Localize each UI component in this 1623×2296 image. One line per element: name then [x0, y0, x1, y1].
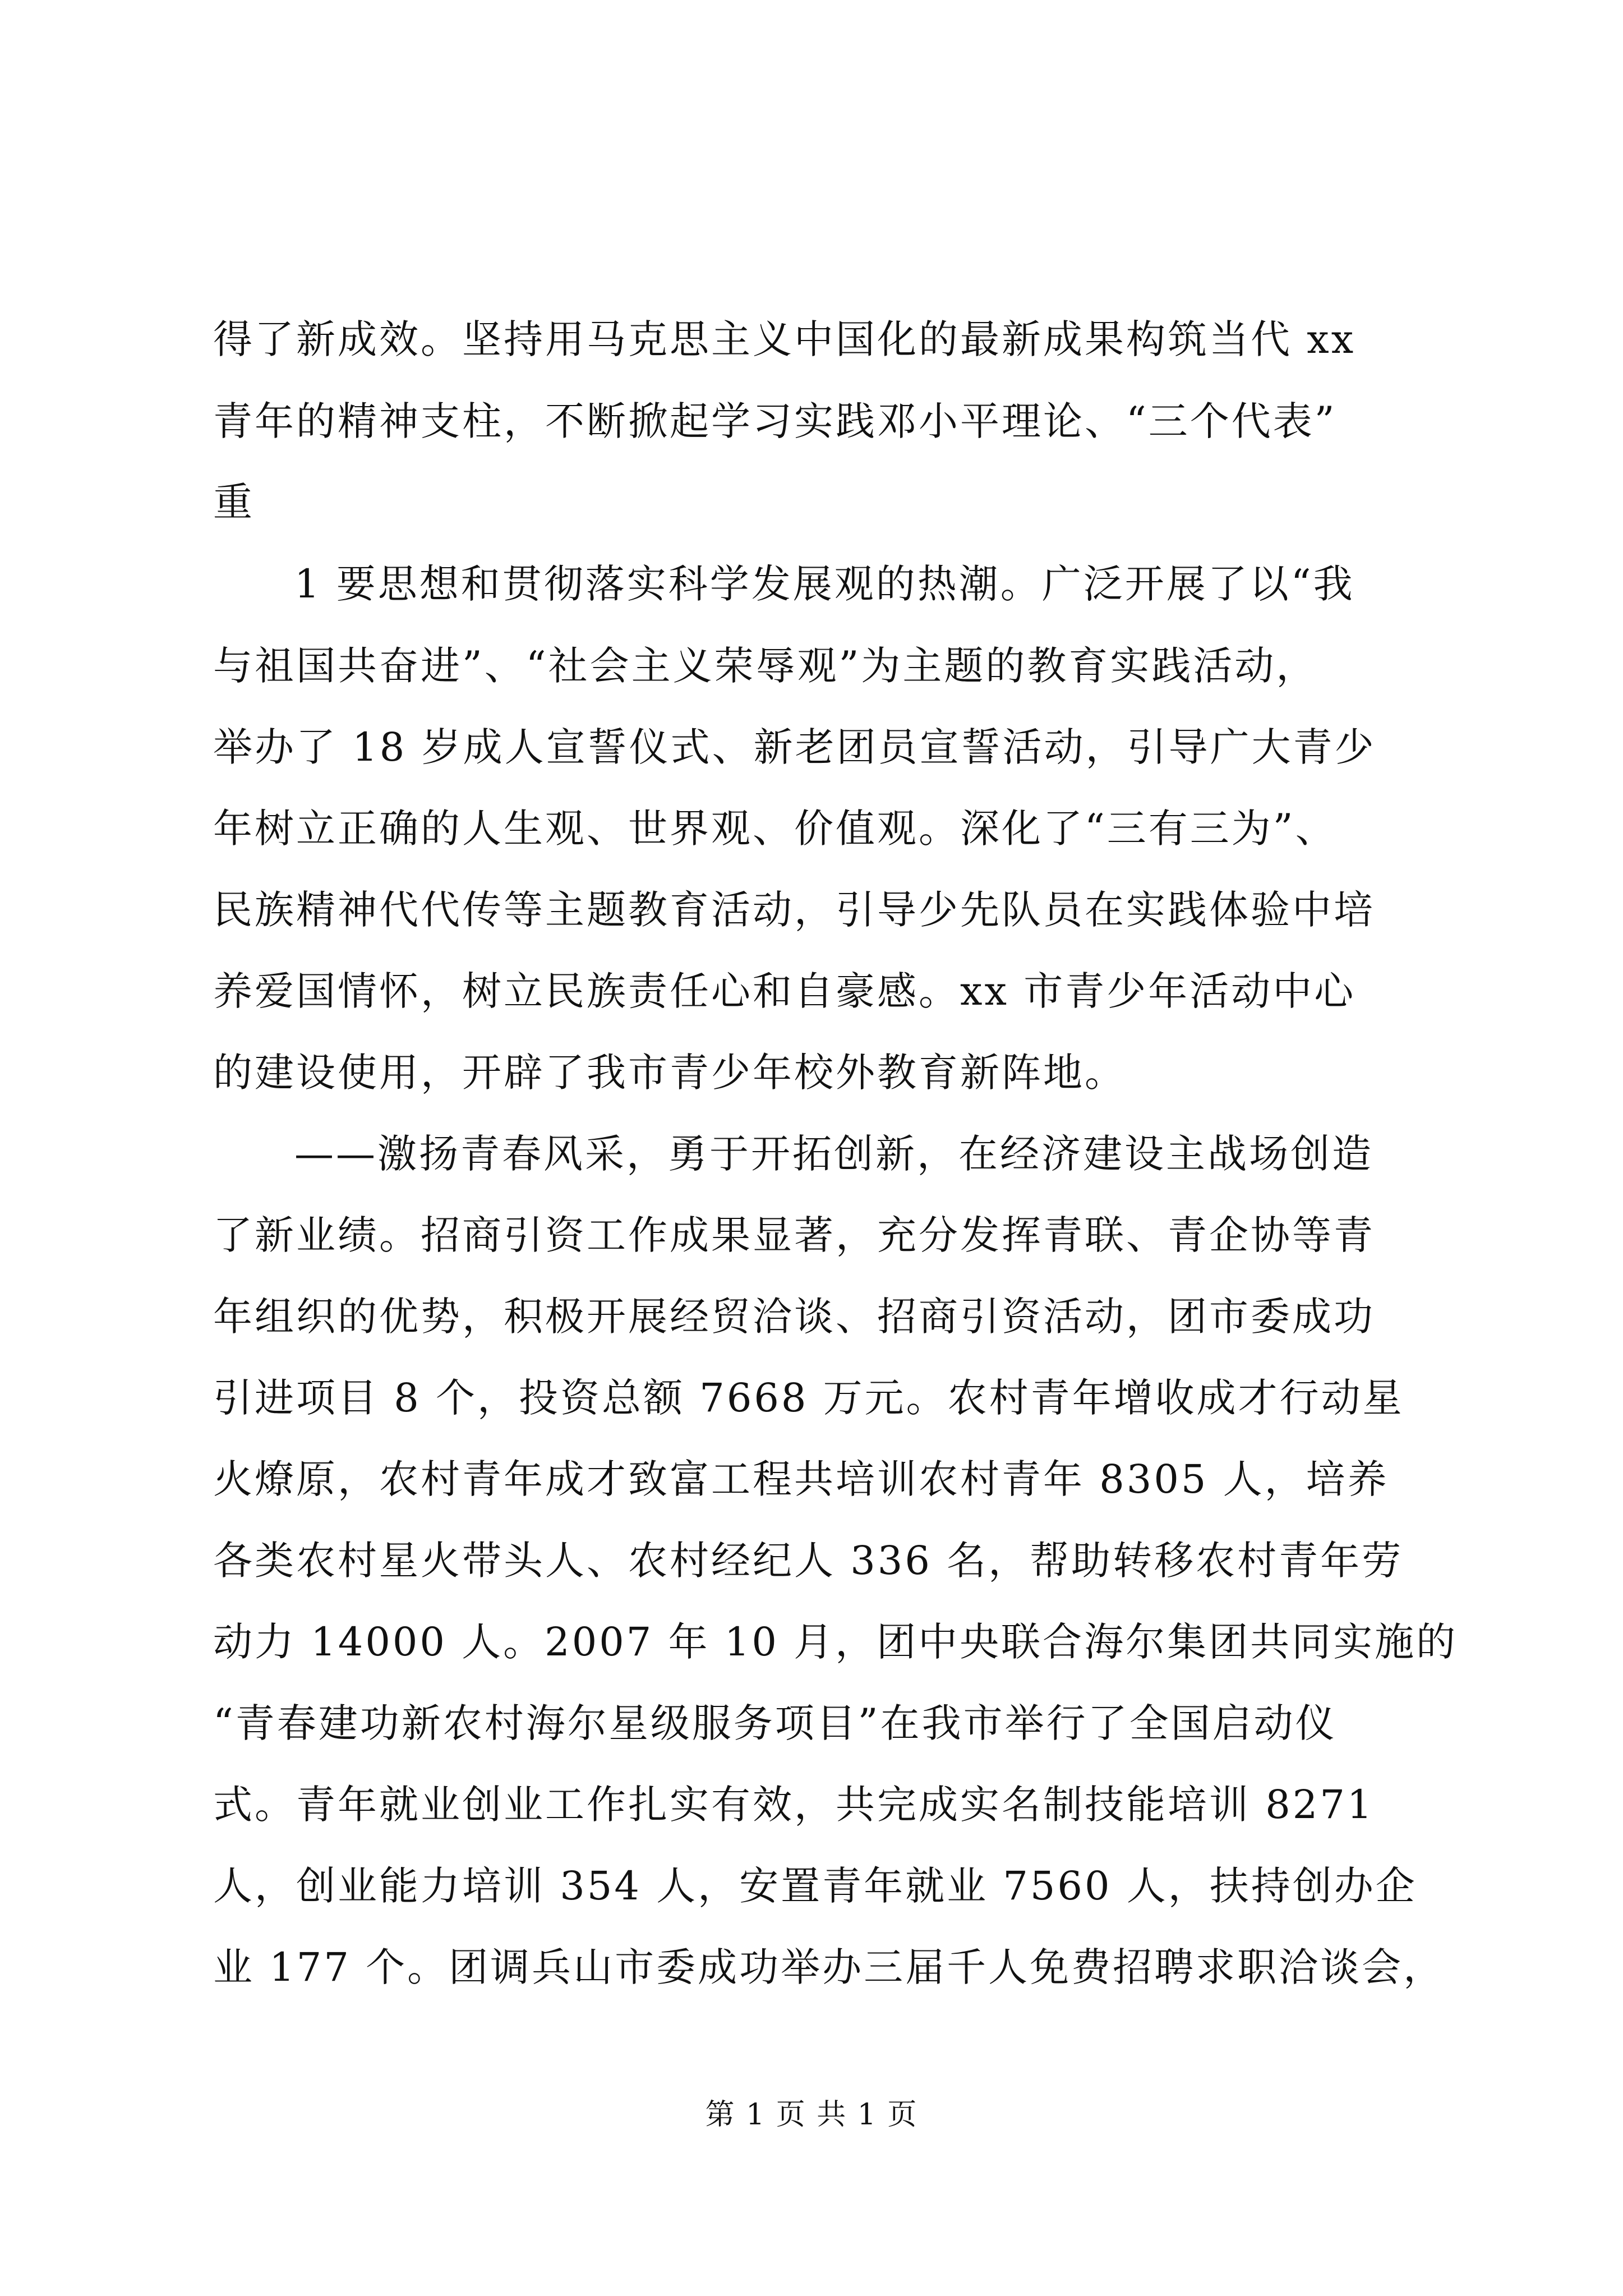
text-line: ——激扬青春风采，勇于开拓创新，在经济建设主战场创造	[294, 1131, 1373, 1177]
text-line: 的建设使用，开辟了我市青少年校外教育新阵地。	[213, 1050, 1126, 1096]
text-line: 动力 14000 人。2007 年 10 月，团中央联合海尔集团共同实施的	[213, 1619, 1458, 1665]
text-line: 重	[213, 479, 255, 525]
page-footer: 第 1 页 共 1 页	[705, 2098, 918, 2132]
text-line: 1 要思想和贯彻落实科学发展观的热潮。广泛开展了以“我	[294, 561, 1355, 607]
text-line: 与祖国共奋进”、“社会主义荣辱观”为主题的教育实践活动，	[213, 643, 1318, 689]
text-line: 民族精神代代传等主题教育活动，引导少先队员在实践体验中培	[213, 887, 1375, 933]
text-line: 火燎原，农村青年成才致富工程共培训农村青年 8305 人，培养	[213, 1456, 1389, 1502]
text-line: 年组织的优势，积极开展经贸洽谈、招商引资活动，团市委成功	[213, 1294, 1375, 1340]
text-line: 各类农村星火带头人、农村经纪人 336 名，帮助转移农村青年劳	[213, 1538, 1404, 1584]
text-line: 年树立正确的人生观、世界观、价值观。深化了“三有三为”、	[213, 806, 1337, 852]
text-line: 举办了 18 岁成人宣誓仪式、新老团员宣誓活动，引导广大青少	[213, 724, 1376, 770]
text-line: 得了新成效。坚持用马克思主义中国化的最新成果构筑当代 xx	[213, 316, 1356, 362]
text-line: 青年的精神支柱，不断掀起学习实践邓小平理论、“三个代表”	[213, 398, 1337, 444]
text-line: 了新业绩。招商引资工作成果显著，充分发挥青联、青企协等青	[213, 1212, 1375, 1258]
text-line: 业 177 个。团调兵山市委成功举办三届千人免费招聘求职洽谈会，	[213, 1944, 1445, 1990]
text-line: 养爱国情怀，树立民族责任心和自豪感。xx 市青少年活动中心	[213, 968, 1356, 1014]
text-line: “青春建功新农村海尔星级服务项目”在我市举行了全国启动仪	[213, 1700, 1337, 1746]
text-line: 引进项目 8 个，投资总额 7668 万元。农村青年增收成才行动星	[213, 1375, 1404, 1421]
text-line: 式。青年就业创业工作扎实有效，共完成实名制技能培训 8271	[213, 1782, 1375, 1828]
text-line: 人，创业能力培训 354 人，安置青年就业 7560 人，扶持创办企	[213, 1863, 1417, 1909]
